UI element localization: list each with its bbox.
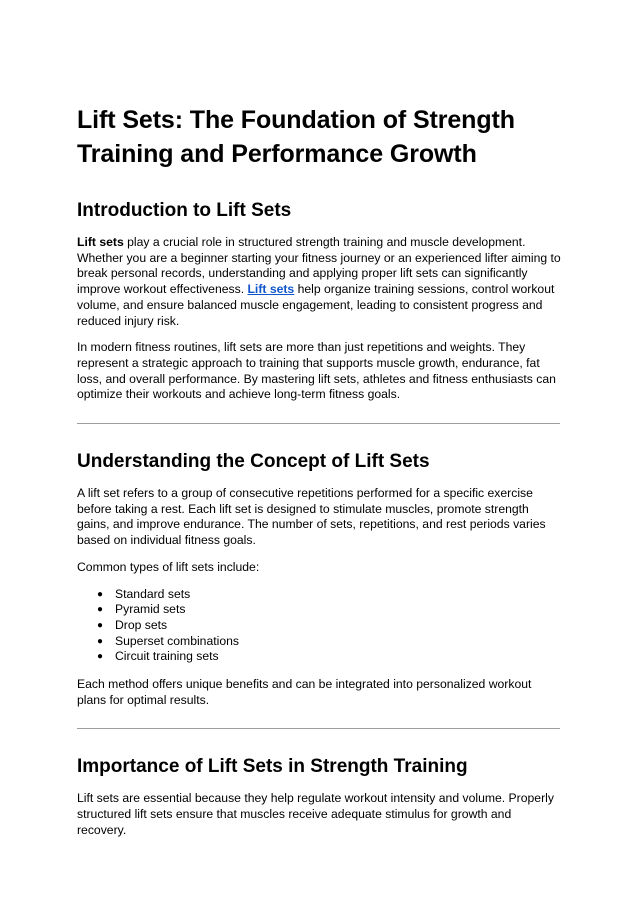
document-title: Lift Sets: The Foundation of Strength Training and Performance Growth	[77, 106, 515, 168]
list-intro: Common types of lift sets include:	[77, 559, 260, 574]
bullet-icon: ●	[97, 635, 104, 647]
section-concept	[77, 450, 563, 708]
section-heading: Importance of Lift Sets in Strength Training	[77, 756, 468, 778]
section-heading: Introduction to Lift Sets	[77, 200, 292, 221]
concept-paragraph-2: Each method offers unique benefits and can be integrated into personalized workout plans for optimal results.	[77, 677, 532, 707]
intro-paragraph-1	[77, 235, 563, 329]
document-page	[77, 103, 563, 850]
list-item: ● Drop sets	[97, 617, 168, 632]
concept-paragraph-1: A lift set refers to a group of consecutive repetitions performed for a specific exercise before taking a rest. Each lift set is designed to stimulate muscles, promote strength gains, and improve endurance. The number of sets, repetitions, and rest periods varies based on individual fitness goals.	[77, 486, 546, 548]
intro-text-part1: play a crucial role in structured strength training and muscle development. Whether you are a beginner starting your fitness journey or an experienced lifter aiming to break personal records, understanding and applying proper lift sets can significantly improve workout effectiveness.	[77, 235, 561, 297]
importance-paragraph-1: Lift sets are essential because they help regulate workout intensity and volume. Properly structured lift sets ensure that muscles receive adequate stimulus for growth and recovery.	[77, 791, 554, 837]
section-introduction	[77, 199, 563, 403]
lift-set-types-list	[77, 587, 563, 666]
list-item: ● Superset combinations	[97, 633, 239, 648]
section-divider	[77, 728, 560, 729]
section-heading: Understanding the Concept of Lift Sets	[77, 451, 430, 473]
bullet-icon: ●	[97, 588, 104, 600]
intro-text-part2: help organize training sessions, control workout volume, and ensure balanced muscle engagement, leading to consistent progress and reduced injury risk.	[77, 282, 555, 328]
lift-sets-link[interactable]: Lift sets	[247, 282, 295, 297]
list-item: ● Standard sets	[97, 586, 191, 601]
bullet-icon: ●	[97, 619, 104, 631]
list-item: ● Pyramid sets	[97, 602, 186, 617]
bullet-icon: ●	[97, 651, 104, 663]
intro-paragraph-2: In modern fitness routines, lift sets are more than just repetitions and weights. They represent a strategic approach to training that supports muscle growth, endurance, fat loss, and overall performance. By mastering lift sets, athletes and fitness enthusiasts can optimize their workouts and achieve long-term fitness goals.	[77, 340, 556, 402]
bullet-icon: ●	[97, 604, 104, 616]
section-importance	[77, 755, 563, 838]
section-divider	[77, 423, 560, 424]
lead-term: Lift sets	[77, 235, 124, 249]
list-item: ● Circuit training sets	[97, 649, 219, 664]
